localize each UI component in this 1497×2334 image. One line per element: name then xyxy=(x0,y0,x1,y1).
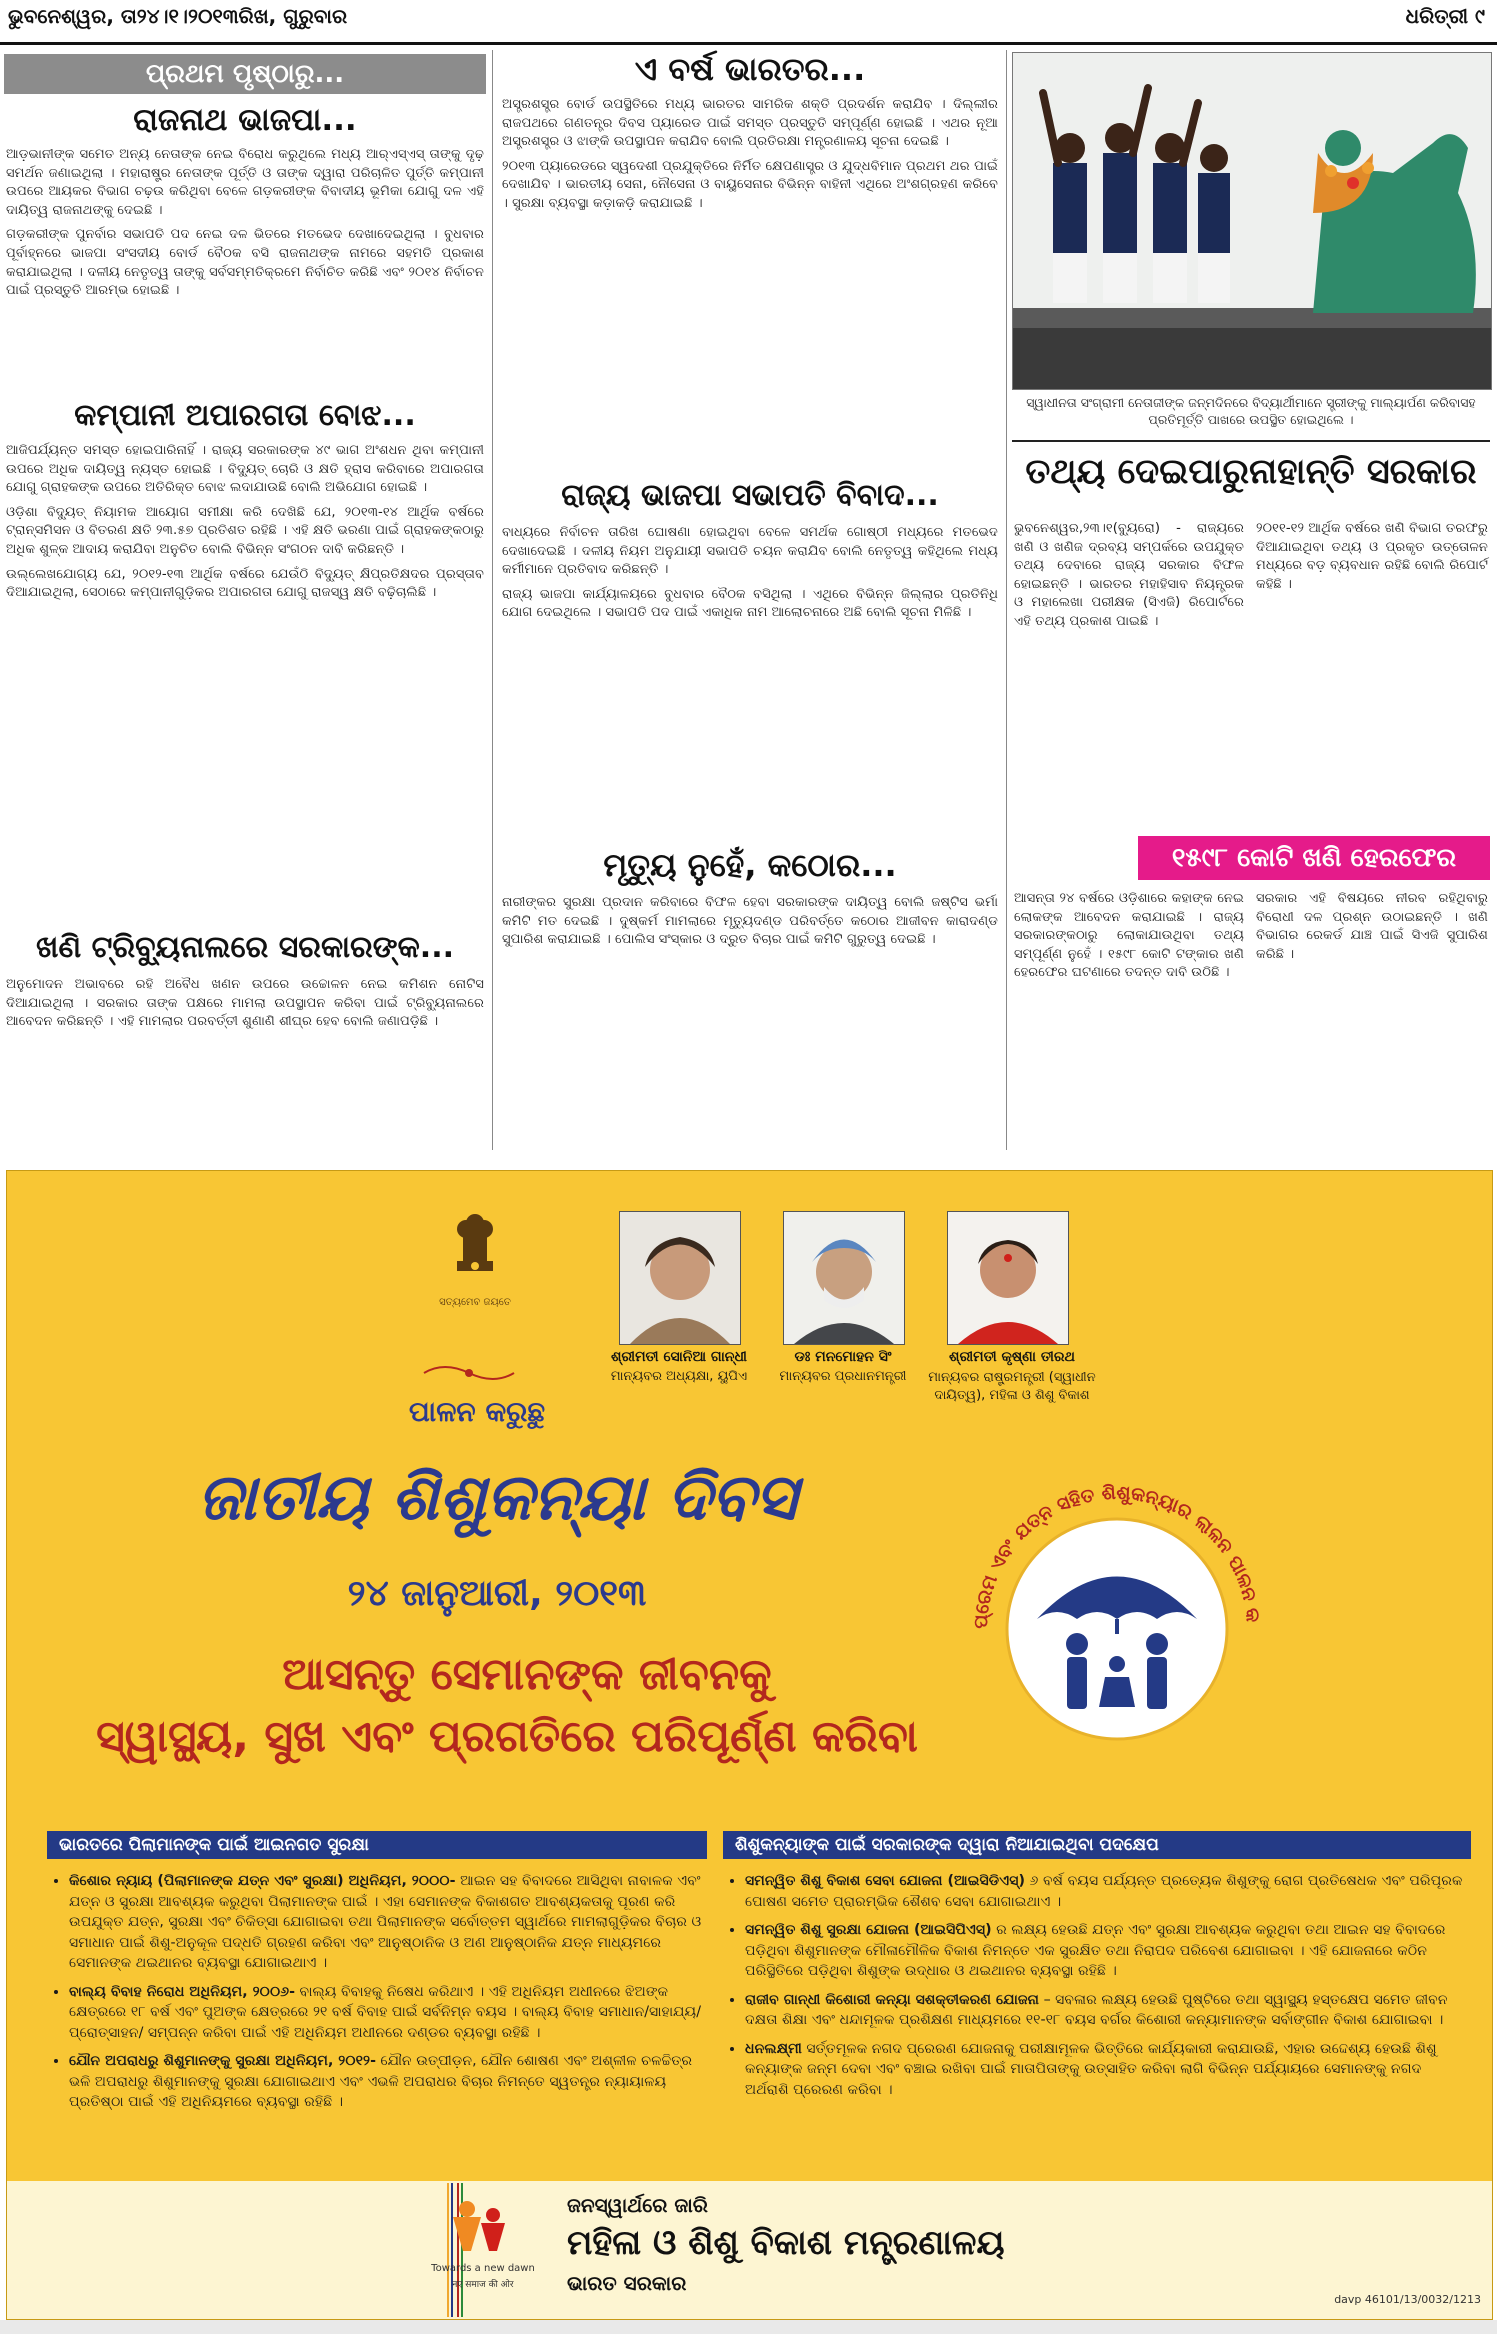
list-item: • ସମନ୍ୱିତ ଶିଶୁ ସୁରକ୍ଷା ଯୋଜନା (ଆଇସିପିଏସ୍) ର ଲକ୍ଷ୍ୟ ହେଉଛି ଯତ୍ନ ଏବଂ ସୁରକ୍ଷା ଆବଶ୍ୟକ କରୁଥିବା ତଥା ଆଇନ ସହ ବିବାଦରେ ପଡ଼ିଥିବା ଶିଶୁମାନଙ୍କ ମୌଳାମୌଳିକ ବିକାଶ ନିମନ୍ତେ ଏକ ସୁରକ୍ଷିତ ତଥା ନିରାପଦ ପରିବେଶ ଯୋଗାଇବା । ଏହି ଯୋଜନାରେ କଠିନ ପରିସ୍ଥିତିରେ ପଡ଼ିଥିବା ଶିଶୁଙ୍କ ଉଦ୍ଧାର ଓ ଥଇଥାନର ବ୍ୟବସ୍ଥା ରହିଛି । xyxy=(745,1920,1469,1982)
govt-advertisement xyxy=(6,1170,1493,2320)
list-item: • ରାଜୀବ ଗାନ୍ଧୀ କିଶୋରୀ କନ୍ୟା ସଶକ୍ତୀକରଣ ଯୋଜନା – ସବଳାର ଲକ୍ଷ୍ୟ ହେଉଛି ପୁଷ୍ଟିରେ ତଥା ସ୍ୱାସ୍ଥ୍ୟ ହସ୍ତକ୍ଷେପ ସମେତ ଜୀବନ ଦକ୍ଷତା ଶିକ୍ଷା ଏବଂ ଧନ୍ଦାମୂଳକ ପ୍ରଶିକ୍ଷଣ ମାଧ୍ୟମରେ ୧୧-୧୮ ବୟସ ବର୍ଗର କିଶୋରୀ କନ୍ୟାମାନଙ୍କ ସର୍ବାଙ୍ଗୀନ ବିକାଶ ଯୋଗାଇବା । xyxy=(745,1990,1469,2031)
list-item: • ବାଲ୍ୟ ବିବାହ ନିରୋଧ ଅଧିନିୟମ, ୨୦୦୬- ବାଲ୍ୟ ବିବାହକୁ ନିଷେଧ କରିଥାଏ । ଏହି ଅଧିନିୟମ ଅଧୀନରେ ଝିଅଙ୍କ କ୍ଷେତ୍ରରେ ୧୮ ବର୍ଷ ଏବଂ ପୁଅଙ୍କ କ୍ଷେତ୍ରରେ ୨୧ ବର୍ଷ ବିବାହ ପାଇଁ ସର୍ବନିମ୍ନ ବୟସ । ବାଲ୍ୟ ବିବାହ ସମାଧାନ/ସାହାଯ୍ୟ/ପ୍ରୋତ୍ସାହନ/ ସମ୍ପନ୍ନ କରିବା ପାଇଁ ଏହି ଅଧିନିୟମ ଅଧୀନରେ ଦଣ୍ଡର ବ୍ୟବସ୍ଥା ରହିଛି । xyxy=(69,1982,709,2044)
list-item: • ଧନଲକ୍ଷ୍ମୀ ସର୍ତ୍ତମୂଳକ ନଗଦ ପ୍ରେରଣ ଯୋଜନାକୁ ପରୀକ୍ଷାମୂଳକ ଭିତ୍ତିରେ କାର୍ଯ୍ୟକାରୀ କରାଯାଉଛି, ଏହାର ଉଦ୍ଦେଶ୍ୟ ହେଉଛି ଶିଶୁ କନ୍ୟାଙ୍କ ଜନ୍ମ ଦେବା ଏବଂ ବଞ୍ଚାଇ ରଖିବା ପାଇଁ ମାତାପିତାଙ୍କୁ ଉତ୍ସାହିତ କରିବା ଲାଗି ବିଭିନ୍ନ ପର୍ଯ୍ୟାୟରେ ସେମାନଙ୍କୁ ନଗଦ ଅର୍ଥରାଶି ପ୍ରେରଣ କରିବା । xyxy=(745,2039,1469,2101)
highlight-heading: ୧୫୯୮ କୋଟି ଖଣି ହେରଫେର xyxy=(1138,836,1490,880)
govt-steps-panel-title: ଶିଶୁକନ୍ୟାଙ୍କ ପାଇଁ ସରକାରଙ୍କ ଦ୍ୱାରା ନିଆଯାଇଥିବା ପଦକ୍ଷେପ xyxy=(723,1831,1471,1859)
portrait-title: ମାନ୍ୟବର ରାଷ୍ଟ୍ରମନ୍ତ୍ରୀ (ସ୍ୱାଧୀନ ଦାୟିତ୍ୱ), ମହିଳା ଓ ଶିଶୁ ବିକାଶ xyxy=(928,1370,1096,1403)
ministry-logo-icon xyxy=(447,2195,511,2259)
page-dateline: ଭୁବନେଶ୍ୱର, ତା୨୪।୧।୨୦୧୩ରିଖ, ଗୁରୁବାର xyxy=(8,4,348,28)
ad-observing-label: ପାଳନ କରୁଛୁ xyxy=(408,1395,546,1428)
headline-rajnath: ରାଜନାଥ ଭାଜପା... xyxy=(133,102,357,138)
portrait-title: ମାନ୍ୟବର ପ୍ରଧାନମନ୍ତ୍ରୀ xyxy=(779,1369,907,1384)
article-bjp-president xyxy=(502,524,998,629)
portrait-name: ଶ୍ରୀମତୀ କୃଷ୍ଣା ତୀରଥ xyxy=(949,1349,1075,1365)
paragraph: ଆସନ୍ତା ୨୪ ବର୍ଷରେ ଓଡ଼ିଶାରେ କହାଙ୍କ ନେଇ ଲୋକଙ୍କ ଆବେଦନ କରାଯାଇଛି । ରାଜ୍ୟ ସରକାରଙ୍କଠାରୁ ଲୋକାଯାଉଥିବା ତଥ୍ୟ ସମ୍ପୂର୍ଣ୍ଣ ନୁହେଁ । ୧୫୯୮ କୋଟି ଟଙ୍କାର ଖଣି ହେରଫେର ଘଟଣାରେ ତଦନ୍ତ ଦାବି ଉଠିଛି । xyxy=(1014,891,1244,981)
photo-caption: ସ୍ୱାଧୀନତା ସଂଗ୍ରାମୀ ନେତାଜୀଙ୍କ ଜନ୍ମଦିନରେ ବିଦ୍ୟାର୍ଥୀମାନେ ସ୍ତ୍ରୀଙ୍କୁ ମାଲ୍ୟାର୍ପଣ କରିବାସହ ପ୍ରତିମୂର୍ତ୍ତି ପାଖରେ ଉପସ୍ଥିତ ହୋଇଥିଲେ । xyxy=(1026,395,1476,427)
paragraph: ଆଡ଼ଭାନୀଙ୍କ ସମେତ ଅନ୍ୟ ନେତାଙ୍କ ନେଇ ବିରୋଧ କରୁଥିଲେ ମଧ୍ୟ ଆର୍‌ଏସ୍‌ଏସ୍ ତାଙ୍କୁ ଦୃଢ଼ ସମର୍ଥନ ଜଣାଇଥିଲା । ମହାରାଷ୍ଟ୍ର ନେତାଙ୍କ ପୂର୍ତ୍ତି ଓ ତାଙ୍କ ଦ୍ୱାରା ପରିଚାଳିତ ପୁର୍ତ୍ତି କମ୍ପାନୀ ଉପରେ ଆୟକର ବିଭାଗ ଚଢ଼ଉ କରିଥିବା ବେଳେ ଗଡ଼କରୀଙ୍କ ବିବାଦୀୟ ଭୂମିକା ଯୋଗୁ ଦଳ ଏହି ଦାୟିତ୍ୱ ରାଜନାଥଙ୍କୁ ଦେଇଛି । xyxy=(6,147,484,218)
portrait-title: ମାନ୍ୟବର ଅଧ୍ୟକ୍ଷା, ୟୁପିଏ xyxy=(610,1369,748,1384)
ad-title: ଜାତୀୟ ଶିଶୁକନ୍ୟା ଦିବସ xyxy=(197,1461,797,1535)
state-emblem-icon xyxy=(435,1203,515,1293)
continued-label: ପ୍ରଥମ ପୃଷ୍ଠାରୁ... xyxy=(4,54,486,94)
paragraph: ଭୁବନେଶ୍ୱର,୨୩।୧(ବ୍ୟୁରୋ) - ରାଜ୍ୟରେ ଖଣି ଓ ଖଣିଜ ଦ୍ରବ୍ୟ ସମ୍ପର୍କରେ ଉପଯୁକ୍ତ ତଥ୍ୟ ଦେବାରେ ରାଜ୍ୟ ସରକାର ବିଫଳ ହୋଇଛନ୍ତି । ଭାରତର ମହାହିସାବ ନିୟନ୍ତ୍ରକ ଓ ମହାଲେଖା ପରୀକ୍ଷକ (ସିଏଜି) ରିପୋର୍ଟରେ ଏହି ତଥ୍ୟ ପ୍ରକାଶ ପାଇଛି । xyxy=(1014,521,1244,629)
portrait-manmohan-singh xyxy=(783,1211,905,1345)
rule xyxy=(1012,440,1490,442)
paragraph: ଓଡ଼ିଶା ବିଦ୍ୟୁତ୍ ନିୟାମକ ଆୟୋଗ ସମୀକ୍ଷା କରି ଦେଖିଛି ଯେ, ୨୦୧୩-୧୪ ଆର୍ଥିକ ବର୍ଷରେ ଟ୍ରାନ୍ସମିସନ ଓ ବିତରଣ କ୍ଷତି ୨୩.୫୭ ପ୍ରତିଶତ ରହିଛି । ଏହି କ୍ଷତି ଭରଣା ପାଇଁ ଗ୍ରାହକଙ୍କଠାରୁ ଅଧିକ ଶୁଳ୍କ ଆଦାୟ କରାଯିବା ଅନୁଚିତ ବୋଲି ବିଭିନ୍ନ ସଂଗଠନ ଦାବି କରିଛନ୍ତି । xyxy=(6,504,484,557)
headline-not-death: ମୃତ୍ୟୁ ନୁହେଁ, କଠୋର... xyxy=(603,846,897,884)
ministry-logo-tagline: Towards a new dawn xyxy=(431,2263,535,2274)
portrait-name: ଡଃ ମନମୋହନ ସିଂ xyxy=(794,1349,892,1365)
ornament-icon xyxy=(419,1361,519,1385)
government-name: ଭାରତ ସରକାର xyxy=(567,2271,687,2295)
portrait-krishna-tirath xyxy=(947,1211,1069,1345)
article-mining-col-a xyxy=(1014,890,1244,989)
paragraph: ଆଜିପର୍ଯ୍ୟନ୍ତ ସମସ୍ତ ହୋଇପାରିନାହିଁ । ରାଜ୍ୟ ସରକାରଙ୍କ ୪୯ ଭାଗ ଅଂଶଧନ ଥିବା କମ୍ପାନୀ ଉପରେ ଅଧିକ ଦାୟିତ୍ୱ ନ୍ୟସ୍ତ ହୋଇଛି । ବିଦ୍ୟୁତ୍ ଚୋରି ଓ କ୍ଷତି ହ୍ରାସ କରିବାରେ ଅପାରଗତା ଯୋଗୁ ଗ୍ରାହକଙ୍କ ଉପରେ ଅତିରିକ୍ତ ବୋଝ ଲଦାଯାଉଛି ବୋଲି ଅଭିଯୋଗ ହୋଇଛି । xyxy=(6,443,484,496)
logo-ring-text: ପ୍ରେମ ଏବଂ ଯତ୍ନ ସହିତ ଶିଶୁକନ୍ୟାର ଲାଳନ ପାଳନ କ xyxy=(969,1481,1264,1630)
column-divider xyxy=(492,50,493,1150)
portrait-sonia-gandhi xyxy=(619,1211,741,1345)
article-rajnath xyxy=(6,146,484,307)
headline-govt-data: ତଥ୍ୟ ଦେଇପାରୁନାହାନ୍ତି ସରକାର xyxy=(1025,452,1477,492)
list-item: • ଯୌନ ଅପରାଧରୁ ଶିଶୁମାନଙ୍କୁ ସୁରକ୍ଷା ଅଧିନିୟମ, ୨୦୧୨- ଯୌନ ଉତ୍ପୀଡ଼ନ, ଯୌନ ଶୋଷଣ ଏବଂ ଅଶ୍ଳୀଳ ଚଳଚ୍ଚିତ୍ର ଭଳି ଅପରାଧରୁ ଶିଶୁମାନଙ୍କୁ ସୁରକ୍ଷା ଯୋଗାଇଥାଏ ଏବଂ ଏଭଳି ଅପରାଧର ବିଚାର ନିମନ୍ତେ ସ୍ୱତନ୍ତ୍ର ନ୍ୟାୟାଳୟ ପ୍ରତିଷ୍ଠା ପାଇଁ ଏହି ଅଧିନିୟମରେ ବ୍ୟବସ୍ଥା ରହିଛି । xyxy=(69,2051,709,2113)
page-bottom-strip xyxy=(0,2320,1497,2334)
issued-label: ଜନସ୍ୱାର୍ଥରେ ଜାରି xyxy=(567,2193,708,2217)
article-govt-data-col-a xyxy=(1014,520,1244,638)
paragraph: ଅନୁମୋଦନ ଅଭାବରେ ରହି ଅବୈଧ ଖଣନ ଉପରେ ଉଚ୍ଚୋଳନ ନେଇ କମିଶନ ନୋଟିସ ଦିଆଯାଇଥିଲା । ସରକାର ତାଙ୍କ ପକ୍ଷରେ ମାମଲା ଉପସ୍ଥାପନ କରିବା ପାଇଁ ଟ୍ରିବ୍ୟୁନାଲରେ ଆବେଦନ କରିଛନ୍ତି । ଏହି ମାମଲାର ପରବର୍ତ୍ତୀ ଶୁଣାଣି ଶୀଘ୍ର ହେବ ବୋଲି ଜଣାପଡ଼ିଛି । xyxy=(6,977,484,1030)
paragraph: ଅସ୍ତ୍ରଶସ୍ତ୍ର ବୋର୍ଡ ଉପସ୍ଥିତିରେ ମଧ୍ୟ ଭାରତର ସାମରିକ ଶକ୍ତି ପ୍ରଦର୍ଶନ କରାଯିବ । ଦିଲ୍ଲୀର ରାଜପଥରେ ଗଣତନ୍ତ୍ର ଦିବସ ପ୍ୟାରେଡ ପାଇଁ ସମସ୍ତ ପ୍ରସ୍ତୁତି ସମ୍ପୂର୍ଣ୍ଣ ହୋଇଛି । ଏଥର ନୂଆ ଅସ୍ତ୍ରଶସ୍ତ୍ର ଓ ଝାଙ୍କି ଉପସ୍ଥାପନ କରାଯିବ ବୋଲି ପ୍ରତିରକ୍ଷା ମନ୍ତ୍ରଣାଳୟ ସୂଚନା ଦେଇଛି । xyxy=(502,97,998,150)
article-mining-tribunal xyxy=(6,976,484,1038)
headline-india-this-year: ଏ ବର୍ଷ ଭାରତର... xyxy=(634,50,866,88)
photo-illustration xyxy=(1013,53,1491,389)
paragraph: ବାଧ୍ୟରେ ନିର୍ବାଚନ ତାରିଖ ଘୋଷଣା ହୋଇଥିବା ବେଳେ ସମର୍ଥକ ଗୋଷ୍ଠୀ ମଧ୍ୟରେ ମତଭେଦ ଦେଖାଦେଇଛି । ଦଳୀୟ ନିୟମ ଅନୁଯାୟୀ ସଭାପତି ଚୟନ କରାଯିବ ବୋଲି ନେତୃତ୍ୱ କହିଥିଲେ ମଧ୍ୟ କର୍ମୀମାନେ ପ୍ରତିବାଦ କରିଛନ୍ତି । xyxy=(502,525,998,578)
girl-child-logo-icon xyxy=(927,1439,1307,1819)
column-divider xyxy=(1006,50,1007,1150)
ad-slogan-line2: ସ୍ୱାସ୍ଥ୍ୟ, ସୁଖ ଏବଂ ପ୍ରଗତିରେ ପରିପୂର୍ଣ୍ଣ କରିବା xyxy=(96,1711,918,1762)
list-item: • କିଶୋର ନ୍ୟାୟ (ପିଲାମାନଙ୍କ ଯତ୍ନ ଏବଂ ସୁରକ୍ଷା) ଅଧିନିୟମ, ୨୦୦୦- ଆଇନ ସହ ବିବାଦରେ ଆସିଥିବା ନାବାଳକ ଏବଂ ଯତ୍ନ ଓ ସୁରକ୍ଷା ଆବଶ୍ୟକ କରୁଥିବା ପିଲାମାନଙ୍କ ପାଇଁ । ଏହା ସେମାନଙ୍କ ବିକାଶଗତ ଆବଶ୍ୟକତାକୁ ପୂରଣ କରି ଉପଯୁକ୍ତ ଯତ୍ନ, ସୁରକ୍ଷା ଏବଂ ଚିକିତ୍ସା ଯୋଗାଇବା ତଥା ପିଲାମାନଙ୍କ ସର୍ବୋତ୍ତମ ସ୍ୱାର୍ଥରେ ମାମଲାଗୁଡ଼ିକର ବିଚାର ଓ ସମାଧାନ ପାଇଁ ଶିଶୁ-ଅନୁକୂଳ ପଦ୍ଧତି ଗ୍ରହଣ କରିବା ଏବଂ ଆନୁଷ୍ଠାନିକ ଓ ଅଣ ଆନୁଷ୍ଠାନିକ ଯତ୍ନ ମାଧ୍ୟମରେ ସେମାନଙ୍କ ଥଇଥାନର ବ୍ୟବସ୍ଥା ଯୋଗାଇଥାଏ । xyxy=(69,1871,709,1974)
article-not-death xyxy=(502,894,998,956)
paragraph: ରାଜ୍ୟ ଭାଜପା କାର୍ଯ୍ୟାଳୟରେ ବୁଧବାର ବୈଠକ ବସିଥିଲା । ଏଥିରେ ବିଭିନ୍ନ ଜିଲ୍ଲାର ପ୍ରତିନିଧି ଯୋଗ ଦେଇଥିଲେ । ସଭାପତି ପଦ ପାଇଁ ଏକାଧିକ ନାମ ଆଲୋଚନାରେ ଅଛି ବୋଲି ସୂଚନା ମିଳିଛି । xyxy=(502,586,998,621)
ministry-logo-tagline-hindi: नए समाज की ओर xyxy=(452,2280,514,2290)
page-folio: ଧରିତ୍ରୀ ୯ xyxy=(1405,4,1485,28)
article-company xyxy=(6,442,484,609)
headline-company: କମ୍ପାନୀ ଅପାରଗତା ବୋଝ... xyxy=(74,398,416,433)
legal-protection-panel-title: ଭାରତରେ ପିଲାମାନଙ୍କ ପାଇଁ ଆଇନଗତ ସୁରକ୍ଷା xyxy=(47,1831,707,1859)
ad-date: ୨୪ ଜାନୁଆରୀ, ୨୦୧୩ xyxy=(347,1573,647,1614)
paragraph: ସରକାର ଏହି ବିଷୟରେ ନୀରବ ରହିଥିବାରୁ ବିରୋଧୀ ଦଳ ପ୍ରଶ୍ନ ଉଠାଇଛନ୍ତି । ଖଣି ବିଭାଗର ରେକର୍ଡ ଯାଞ୍ଚ ପାଇଁ ସିଏଜି ସୁପାରିଶ କରିଛି । xyxy=(1256,891,1488,962)
headline-mining-tribunal: ଖଣି ଟ୍ରିବ୍ୟୁନାଲରେ ସରକାରଙ୍କ... xyxy=(36,930,454,965)
paragraph: ୨୦୧୧-୧୨ ଆର୍ଥିକ ବର୍ଷରେ ଖଣି ବିଭାଗ ତରଫରୁ ଦିଆଯାଇଥିବା ତଥ୍ୟ ଓ ପ୍ରକୃତ ଉତ୍ତୋଳନ ମଧ୍ୟରେ ବଡ଼ ବ୍ୟବଧାନ ରହିଛି ବୋଲି ରିପୋର୍ଟ କହିଛି । xyxy=(1256,521,1488,592)
ad-slogan-line1: ଆସନ୍ତୁ ସେମାନଙ୍କ ଜୀବନକୁ xyxy=(282,1649,772,1700)
article-mining-col-b xyxy=(1256,890,1488,970)
paragraph: ୨୦୧୩ ପ୍ୟାରେଡରେ ସ୍ୱଦେଶୀ ପ୍ରଯୁକ୍ତିରେ ନିର୍ମିତ କ୍ଷେପଣାସ୍ତ୍ର ଓ ଯୁଦ୍ଧବିମାନ ପ୍ରଥମ ଥର ପାଇଁ ଦେଖାଯିବ । ଭାରତୀୟ ସେନା, ନୌସେନା ଓ ବାୟୁସେନାର ବିଭିନ୍ନ ବାହିନୀ ଏଥିରେ ଅଂଶଗ୍ରହଣ କରିବେ । ସୁରକ୍ଷା ବ୍ୟବସ୍ଥା କଡ଼ାକଡ଼ି କରାଯାଇଛି । xyxy=(502,158,998,211)
paragraph: ଗଡ଼କରୀଙ୍କ ପୁନର୍ବାର ସଭାପତି ପଦ ନେଇ ଦଳ ଭିତରେ ମତଭେଦ ଦେଖାଦେଇଥିଲା । ବୁଧବାର ପୂର୍ବାହ୍ନରେ ଭାଜପା ସଂସଦୀୟ ବୋର୍ଡ ବୈଠକ ବସି ରାଜନାଥଙ୍କ ନାମରେ ସହମତି ପ୍ରକାଶ କରାଯାଇଥିଲା । ଦଳୀୟ ନେତୃତ୍ୱ ତାଙ୍କୁ ସର୍ବସମ୍ମତିକ୍ରମେ ନିର୍ବାଚିତ କରିଛି ଏବଂ ୨୦୧୪ ନିର୍ବାଚନ ପାଇଁ ପ୍ରସ୍ତୁତି ଆରମ୍ଭ ହୋଇଛି । xyxy=(6,227,484,299)
davp-code: davp 46101/13/0032/1213 xyxy=(1334,2293,1481,2306)
headline-bjp-president: ରାଜ୍ୟ ଭାଜପା ସଭାପତି ବିବାଦ... xyxy=(561,478,939,513)
portrait-name: ଶ୍ରୀମତୀ ସୋନିଆ ଗାନ୍ଧୀ xyxy=(611,1349,747,1365)
article-india-this-year xyxy=(502,96,998,220)
paragraph: ନାରୀଙ୍କର ସୁରକ୍ଷା ପ୍ରଦାନ କରିବାରେ ବିଫଳ ହେବା ସରକାରଙ୍କ ଦାୟିତ୍ୱ ବୋଲି ଜଷ୍ଟିସ ଭର୍ମା କମିଟି ମତ ଦେଇଛି । ଦୁଷ୍କର୍ମ ମାମଲାରେ ମୃତ୍ୟୁଦଣ୍ଡ ପରିବର୍ତ୍ତେ କଠୋର ଆଜୀବନ କାରାଦଣ୍ଡ ସୁପାରିଶ କରାଯାଇଛି । ପୋଲିସ ସଂସ୍କାର ଓ ଦ୍ରୁତ ବିଚାର ପାଇଁ କମିଟି ଗୁରୁତ୍ୱ ଦେଇଛି । xyxy=(502,895,998,948)
paragraph: ଉଲ୍ଲେଖଯୋଗ୍ୟ ଯେ, ୨୦୧୨-୧୩ ଆର୍ଥିକ ବର୍ଷରେ ଯେଉଁଠି ବିଦ୍ୟୁତ୍ କ୍ଷିପ୍ରତିକ୍ଷଦର ପ୍ରସ୍ତାବ ଦିଆଯାଇଥିଲା, ସେଠାରେ କମ୍ପାନୀଗୁଡ଼ିକର ଅପାରଗତା ଯୋଗୁ ରାଜସ୍ୱ କ୍ଷତି ବଢ଼ିଚାଲିଛି । xyxy=(6,566,484,601)
news-photo xyxy=(1012,52,1492,390)
govt-steps-list xyxy=(723,1871,1469,2108)
list-item: • ସମନ୍ୱିତ ଶିଶୁ ବିକାଶ ସେବା ଯୋଜନା (ଆଇସିଡିଏସ୍) ୬ ବର୍ଷ ବୟସ ପର୍ଯ୍ୟନ୍ତ ପ୍ରତ୍ୟେକ ଶିଶୁଙ୍କୁ ରୋଗ ପ୍ରତିଷେଧକ ଏବଂ ପରିପୂରକ ପୋଷଣ ସମେତ ପ୍ରାରମ୍ଭିକ ଶୈଶବ ସେବା ଯୋଗାଇଥାଏ । xyxy=(745,1871,1469,1912)
legal-protection-list xyxy=(47,1871,709,2121)
ministry-name: ମହିଳା ଓ ଶିଶୁ ବିକାଶ ମନ୍ତ୍ରଣାଳୟ xyxy=(567,2223,1005,2263)
article-govt-data-col-b xyxy=(1256,520,1488,600)
emblem-caption: ସତ୍ୟମେବ ଜୟତେ xyxy=(439,1297,511,1308)
